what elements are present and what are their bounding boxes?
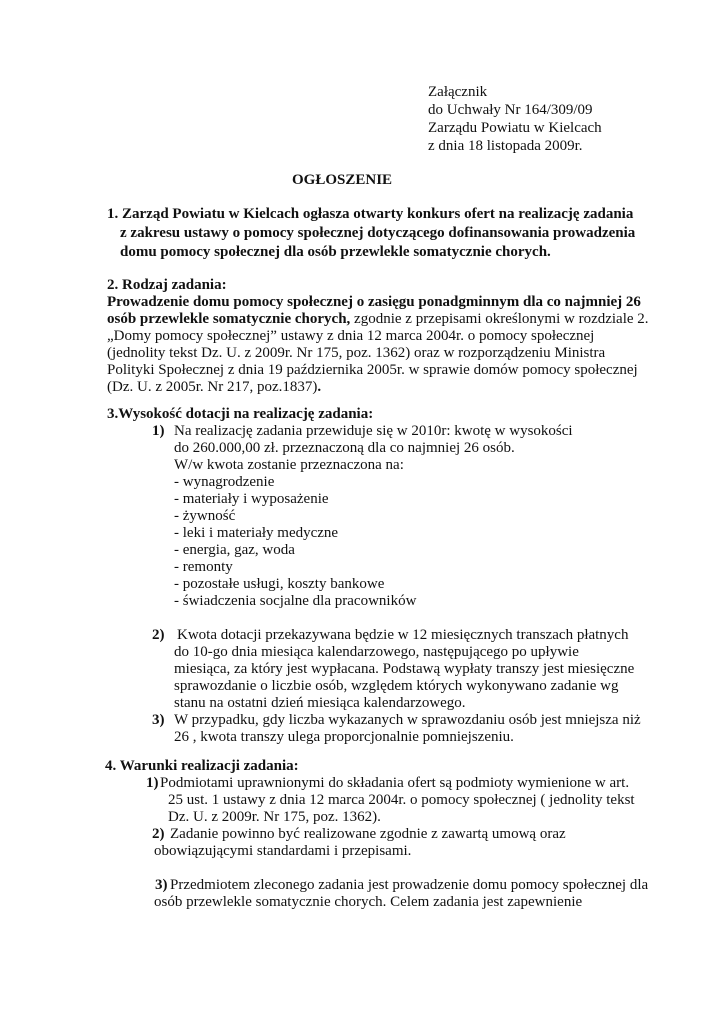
list-item: - pozostałe usługi, koszty bankowe [174, 576, 385, 592]
section-3-line: W/w kwota zostanie przeznaczona na: [174, 457, 404, 473]
section-2-fragment: zgodnie z przepisami określonymi w rozdziale 2. [350, 311, 649, 327]
attachment-line: do Uchwały Nr 164/309/09 [428, 102, 593, 118]
section-2-fragment: . [317, 379, 322, 395]
section-4-line: Przedmiotem zleconego zadania jest prowadzenie domu pomocy społecznej dla [170, 877, 649, 893]
attachment-line: Zarządu Powiatu w Kielcach [428, 120, 602, 136]
list-item: - żywność [174, 508, 236, 524]
section-1-line: z zakresu ustawy o pomocy społecznej dotyczącego dofinansowania prowadzenia [120, 225, 636, 241]
section-3-line: W przypadku, gdy liczba wykazanych w sprawozdaniu osób jest mniejsza niż [174, 712, 641, 728]
item-number: 1) [146, 775, 159, 791]
section-3-line: Na realizację zadania przewiduje się w 2010r: kwotę w wysokości [174, 423, 573, 439]
section-4-line: Zadanie powinno być realizowane zgodnie z zawartą umową oraz [170, 826, 566, 842]
section-4-line: obowiązującymi standardami i przepisami. [154, 843, 412, 859]
section-2-line: (jednolity tekst Dz. U. z 2009r. Nr 175, poz. 1362) oraz w rozporządzeniu Ministra [107, 345, 606, 361]
section-2-line: Prowadzenie domu pomocy społecznej o zasięgu ponadgminnym dla co najmniej 26 [107, 294, 641, 310]
section-4-line: osób przewlekle somatycznie chorych. Celem zadania jest zapewnienie [154, 894, 583, 910]
list-item: - energia, gaz, woda [174, 542, 295, 558]
section-3-line: do 260.000,00 zł. przeznaczoną dla co najmniej 26 osób. [174, 440, 515, 456]
section-2-line [107, 379, 321, 396]
section-3-line: sprawozdanie o liczbie osób, względem których wykonywano zadanie wg [174, 678, 619, 694]
section-3-heading: 3.Wysokość dotacji na realizację zadania: [107, 406, 374, 422]
item-number: 1) [152, 423, 165, 439]
section-2-line: „Domy pomocy społecznej” ustawy z dnia 12 marca 2004r. o pomocy społecznej [107, 328, 595, 344]
section-4-line: Podmiotami uprawnionymi do składania ofert są podmioty wymienione w art. [160, 775, 630, 791]
section-2-line [107, 311, 649, 328]
section-4-line: 25 ust. 1 ustawy z dnia 12 marca 2004r. o pomocy społecznej ( jednolity tekst [168, 792, 635, 808]
item-number: 2) [152, 627, 165, 643]
section-2-bold-fragment: osób przewlekle somatycznie chorych, [107, 311, 351, 327]
section-2-fragment: (Dz. U. z 2005r. Nr 217, poz.1837) [107, 379, 318, 395]
section-3-line: stanu na ostatni dzień miesiąca kalendarzowego. [174, 695, 466, 711]
list-item: - remonty [174, 559, 233, 575]
section-3-line: 26 , kwota transzy ulega proporcjonalnie pomniejszeniu. [174, 729, 514, 745]
section-1-line: domu pomocy społecznej dla osób przewlekle somatycznie chorych. [120, 244, 551, 260]
attachment-line: Załącznik [428, 84, 488, 100]
section-3-line: do 10-go dnia miesiąca kalendarzowego, następującego po upływie [174, 644, 579, 660]
list-item: - materiały i wyposażenie [174, 491, 329, 507]
attachment-line: z dnia 18 listopada 2009r. [428, 138, 583, 154]
item-number: 2) [152, 826, 165, 842]
section-2-heading: 2. Rodzaj zadania: [107, 277, 227, 293]
section-4-heading: 4. Warunki realizacji zadania: [105, 758, 299, 774]
section-4-line: Dz. U. z 2009r. Nr 175, poz. 1362). [168, 809, 381, 825]
item-number: 3) [155, 877, 168, 893]
page-title: OGŁOSZENIE [292, 172, 393, 188]
section-3-line: miesiąca, za który jest wypłacana. Podstawą wypłaty transzy jest miesięczne [174, 661, 635, 677]
section-3-line: Kwota dotacji przekazywana będzie w 12 miesięcznych transzach płatnych [177, 627, 629, 643]
section-1-line: 1. Zarząd Powiatu w Kielcach ogłasza otwarty konkurs ofert na realizację zadania [107, 206, 634, 222]
list-item: - świadczenia socjalne dla pracowników [174, 593, 417, 609]
section-2-line: Polityki Społecznej z dnia 19 października 2005r. w sprawie domów pomocy społecznej [107, 362, 638, 378]
item-number: 3) [152, 712, 165, 728]
list-item: - leki i materiały medyczne [174, 525, 339, 541]
list-item: - wynagrodzenie [174, 474, 275, 490]
